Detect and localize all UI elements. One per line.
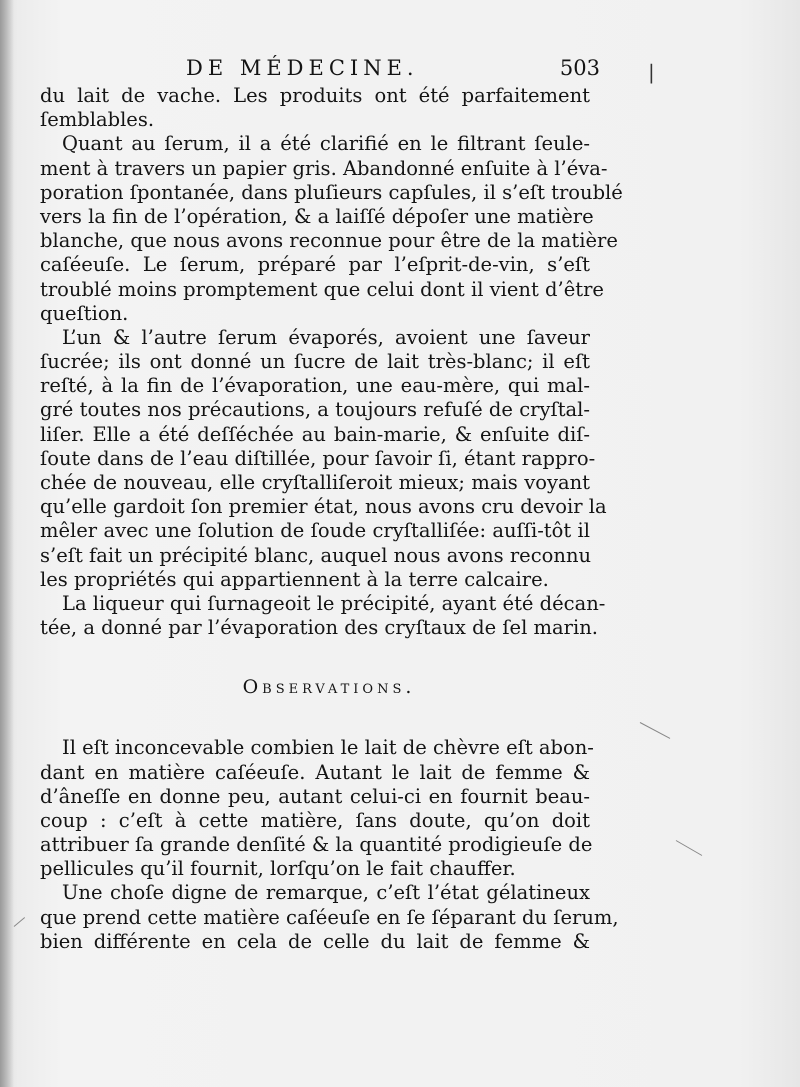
text-line: Il eſt inconcevable combien le lait de chèvre eſt abon- bbox=[62, 736, 594, 760]
text-line: Une choſe digne de remarque, c’eſt l’état gélatineux bbox=[62, 881, 590, 905]
text-line: liſer. Elle a été deſſéchée au bain-marie, & enſuite diſ- bbox=[40, 422, 590, 446]
text-line: pellicules qu’il fournit, lorſqu’on le fait chauffer. bbox=[40, 857, 516, 881]
text-line: reſté, à la fin de l’évaporation, une eau-mère, qui mal- bbox=[40, 374, 590, 398]
text-line: L’un & l’autre ſerum évaporés, avoient une ſaveur bbox=[62, 325, 590, 349]
paragraph-6 bbox=[40, 881, 619, 954]
text-line: queſtion. bbox=[40, 301, 129, 325]
text-line: coup : c’eſt à cette matière, ſans doute, qu’on doit bbox=[40, 808, 590, 832]
text-line: dant en matière caſéeuſe. Autant le lait de femme & bbox=[40, 760, 590, 784]
text-line: attribuer ſa grande denſité & la quantité prodigieuſe de bbox=[40, 833, 593, 857]
text-line: les propriétés qui appartiennent à la terre calcaire. bbox=[40, 567, 549, 591]
text-line: que prend cette matière caſéeuſe en ſe ſéparant du ſerum, bbox=[40, 905, 619, 929]
text-line: vers la fin de l’opération, & a laiſſé dépoſer une matière bbox=[40, 204, 594, 228]
text-line: qu’elle gardoit ſon premier état, nous avons cru devoir la bbox=[40, 495, 607, 519]
text-line: Quant au ſerum, il a été clarifié en le filtrant ſeule- bbox=[62, 132, 590, 156]
paragraph-4 bbox=[40, 591, 606, 640]
text-line: ment à travers un papier gris. Abandonné enſuite à l’éva- bbox=[40, 156, 608, 180]
paragraph-1 bbox=[40, 84, 590, 132]
scan-mark bbox=[676, 840, 702, 856]
scan-mark bbox=[640, 722, 670, 739]
text-line: La liqueur qui ſurnageoit le précipité, ayant été décan- bbox=[62, 591, 606, 615]
page-header bbox=[40, 56, 600, 86]
running-title: DE MÉDECINE. bbox=[186, 56, 419, 80]
text-line: tée, a donné par l’évaporation des cryſtaux de ſel marin. bbox=[40, 616, 598, 640]
text-line: ſucrée; ils ont donné un ſucre de lait très-blanc; il eſt bbox=[40, 350, 590, 374]
gutter-shadow bbox=[0, 0, 14, 1087]
text-line: poration ſpontanée, dans pluſieurs capſules, il s’eſt troublé bbox=[40, 180, 623, 204]
text-line: blanche, que nous avons reconnue pour être de la matière bbox=[40, 229, 618, 253]
paragraph-5 bbox=[40, 736, 594, 881]
section-heading: Observations. bbox=[242, 676, 416, 699]
margin-mark: | bbox=[648, 60, 655, 84]
text-line: d’âneſſe en donne peu, autant celui-ci en fournit beau- bbox=[40, 784, 590, 808]
body-text bbox=[40, 84, 623, 954]
page-number: 503 bbox=[559, 56, 600, 80]
text-line: s’eſt fait un précipité blanc, auquel nous avons reconnu bbox=[40, 543, 592, 567]
text-line: ſoute dans de l’eau diſtillée, pour ſavoir ſi, étant rappro- bbox=[40, 446, 596, 470]
text-line: troublé moins promptement que celui dont il vient d’être bbox=[40, 277, 604, 301]
text-line: chée de nouveau, elle cryſtalliſeroit mieux; mais voyant bbox=[40, 471, 590, 494]
paragraph-2 bbox=[40, 132, 623, 326]
text-line: ſemblables. bbox=[40, 108, 155, 132]
text-line: bien différente en cela de celle du lait de femme & bbox=[40, 929, 590, 953]
scan-mark bbox=[14, 917, 25, 927]
text-line: mêler avec une ſolution de ſoude cryſtalliſée: auſſi-tôt il bbox=[40, 519, 590, 543]
text-line: gré toutes nos précautions, a toujours refuſé de cryſtal- bbox=[40, 398, 590, 422]
text-line: du lait de vache. Les produits ont été parfaitement bbox=[40, 84, 590, 107]
text-line: caſéeuſe. Le ſerum, préparé par l’eſprit-de-vin, s’eſt bbox=[40, 253, 590, 277]
paragraph-3 bbox=[40, 325, 607, 592]
